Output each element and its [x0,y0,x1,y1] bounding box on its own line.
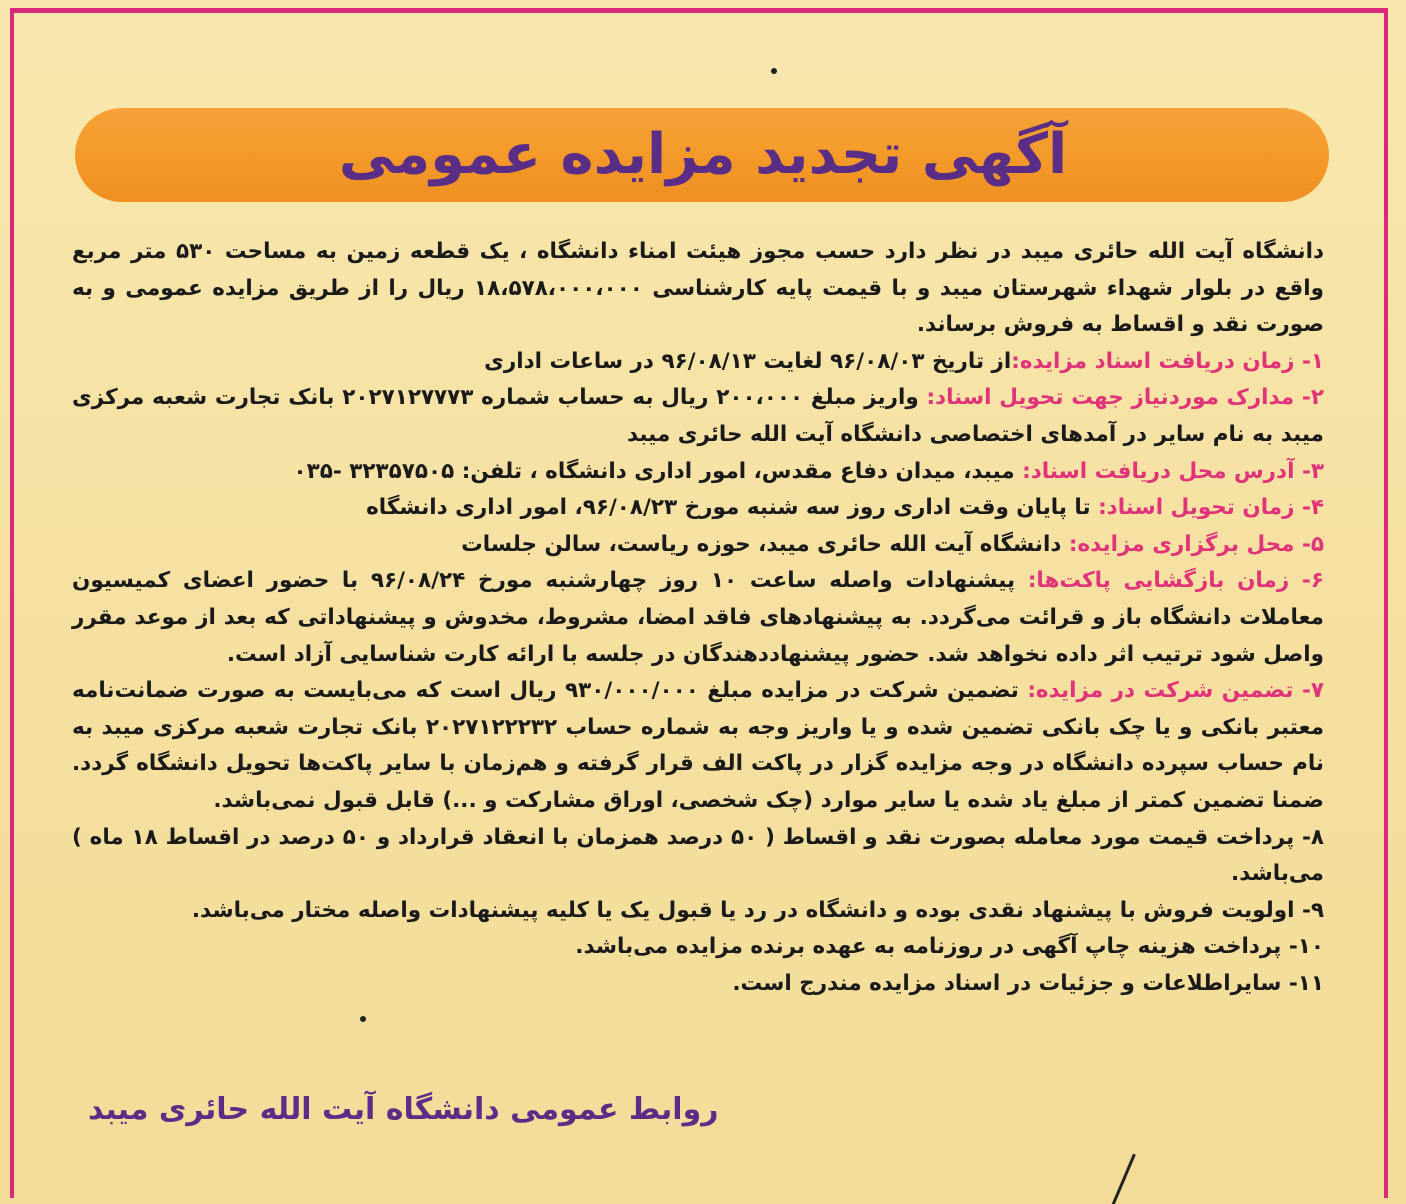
item-text: تا پایان وقت اداری روز سه شنبه مورخ ۹۶/۰۸/۲۳، امور اداری دانشگاه [366,495,1099,521]
item-text: ۹- اولویت فروش با پیشنهاد نقدی بوده و دانشگاه در رد یا قبول یک یا کلیه پیشنهادات واصله مختار می‌باشد. [191,897,1324,923]
item-label: ۴- زمان تحویل اسناد: [1098,495,1324,521]
item-label: ۵- محل برگزاری مزایده: [1068,531,1324,557]
item-text: از تاریخ ۹۶/۰۸/۰۳ لغایت ۹۶/۰۸/۱۳ در ساعات اداری [484,348,1012,374]
item-text: پیشنهادات واصله ساعت ۱۰ روز چهارشنبه مورخ ۹۶/۰۸/۲۴ با حضور اعضای کمیسیون معاملات دانشگاه باز و قرائت می‌گردد. به پیشنهادهای فاقد امضا، مشروط، مخدوش و پیشنهاداتی که بعد از موعد مقرر واصل شود ترتیب اثر داده نخواهد شد. حضور پیشنهاددهندگان در جلسه با ارائه کارت شناسایی آزاد است. [72,568,1324,667]
intro-paragraph: دانشگاه آیت الله حائری میبد در نظر دارد حسب مجوز هیئت امناء دانشگاه ، یک قطعه زمین به مساحت ۵۳۰ متر مربع واقع در بلوار شهداء شهرستان میبد و با قیمت پایه کارشناسی ۱۸،۵۷۸،۰۰۰،۰۰۰ ریال را از طریق مزایده عمومی و به صورت نقد و اقساط به فروش برساند. [72,239,1324,338]
footer-signature: روابط عمومی دانشگاه آیت الله حائری میبد [88,1092,719,1127]
item-label: ۶- زمان بازگشایی پاکت‌ها: [1027,568,1324,594]
advertisement-body [72,234,1324,1002]
item-text: ۱۱- سایراطلاعات و جزئیات در اسناد مزایده مندرج است. [732,970,1324,996]
list-item [72,673,1324,819]
item-label: ۲- مدارک موردنیاز جهت تحویل اسناد: [926,385,1324,411]
page-title: آگهی تجدید مزایده عمومی [338,122,1068,187]
item-text: واریز مبلغ ۲۰۰،۰۰۰ ریال به حساب شماره ۲۰۲۷۱۲۷۷۷۳ بانک تجارت شعبه مرکزی میبد به نام سایر در آمدهای اختصاصی دانشگاه آیت الله حائری میبد [72,385,1324,447]
list-item [72,820,1324,893]
list-item [72,563,1324,673]
list-item [72,380,1324,453]
list-item [72,893,1324,930]
item-label: ۷- تضمین شرکت در مزایده: [1027,678,1324,704]
list-item [72,527,1324,564]
item-label: ۱- زمان دریافت اسناد مزایده: [1011,348,1324,374]
item-text: تضمین شرکت در مزایده مبلغ ۹۳۰/۰۰۰/۰۰۰ ریال است که می‌بایست به صورت ضمانت‌نامه معتبر بانکی و یا چک بانکی تضمین شده و یا واریز وجه به شماره حساب ۲۰۲۷۱۲۲۲۳۲ بانک تجارت شعبه مرکزی میبد به نام حساب سپرده دانشگاه در وجه مزایده گزار در پاکت الف قرار گرفته و هم‌زمان با سایر پاکت‌ها تحویل دانشگاه گردد. ضمنا تضمین کمتر از مبلغ یاد شده یا سایر موارد (چک شخصی، اوراق مشارکت و ...) قابل قبول نمی‌باشد. [72,678,1325,813]
list-item [72,344,1324,381]
item-text: ۱۰- پرداخت هزینه چاپ آگهی در روزنامه به عهده برنده مزایده می‌باشد. [575,934,1324,960]
item-text: میبد، میدان دفاع مقدس، امور اداری دانشگاه ، تلفن: ۳۲۳۵۷۵۰۵ -۰۳۵ [293,458,1023,484]
item-text: دانشگاه آیت الله حائری میبد، حوزه ریاست، سالن جلسات [461,531,1069,557]
ink-dot [360,1016,366,1022]
list-item [72,966,1324,1003]
item-label: ۳- آدرس محل دریافت اسناد: [1022,458,1324,484]
list-item [72,454,1324,491]
list-item [72,490,1324,527]
item-text: ۸- پرداخت قیمت مورد معامله بصورت نقد و اقساط ( ۵۰ درصد همزمان با انعقاد قرارداد و ۵۰ درصد در اقساط ۱۸ ماه ) می‌باشد. [72,824,1324,887]
list-item [72,929,1324,966]
ink-dot [771,68,777,74]
